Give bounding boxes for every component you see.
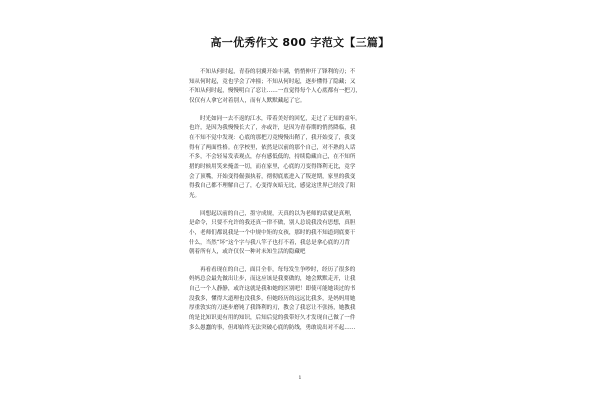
paragraph-line: 措的时候用笑来掩盖一切，而在家里，心底的刀变得锋利无比，竟学: [189, 163, 356, 170]
page-number: 1: [298, 375, 302, 381]
paragraph-line: 不多，不会轻易发表观点，存有感低低的，持续隐藏自己，在不知所: [189, 154, 356, 161]
paragraph-line: 朝着所有人，或许仅仅一种对未知生活的隐藏吧: [189, 249, 306, 256]
paragraph-line: 自己一个人静静，或许这就是我和她的区别吧！即使可能她读过的书: [189, 286, 356, 293]
paragraph-line: 不知从何时起，慢慢明白了忍让……一直觉得每个人心底都有一把刀，: [189, 88, 361, 95]
paragraph-line: 是命令，只要不允许的我还真一律不做，别人总说我没有思想，真胆: [189, 220, 356, 227]
paragraph-line: 小，老师们都说我是一个中规中矩的女孩，那时的我不知道到底要干: [189, 229, 356, 236]
paragraph-line: 什么，当然“坏”这个字与我八竿子也打不着，我总是拿心底的刀背: [189, 239, 350, 246]
paragraph-line: 在不知不觉中发现：心底的那把刀竟慢慢出鞘了，我开始变了，我变: [189, 134, 356, 141]
paragraph-line: 也许，是因为我慢慢长大了，亦或许，是因为青春期的悄然降临，我: [189, 125, 356, 132]
paragraph-2: [189, 115, 411, 202]
paragraph-line: 光。: [189, 192, 201, 199]
paragraph-line: 厚重敦实的刀逐步磨钝了我锋利的刃，教会了我忍让不张扬，她教我: [189, 305, 356, 312]
paragraph-line: 再看看现在的自己，面目全非，每每发生争吵时，经历了很多的: [200, 266, 356, 273]
paragraph-4: [189, 266, 411, 334]
paragraph-line: 仅仅有人拿它对着别人，而有人默默藏起了它。: [189, 97, 306, 104]
paragraph-line: 会了顶嘴，开始变得倔强执着，彻彻底底进入了叛逆期，家里的我变: [189, 173, 356, 180]
paragraph-line: 的是比知识更有用的知识，后知后觉的我带好久才发现自己做了一件: [189, 315, 356, 322]
paragraph-line: 不知从何时起，青春的羽翼开始丰满，悄悄伸开了锋利的刃；不: [200, 69, 356, 75]
paragraph-line: 多么愚蠢的事，但却始终无法突破心底的防线，勇敢说出对不起……: [189, 324, 356, 331]
paragraph-line: 回想起以前的自己，墨守成规，天真的以为老师的话就是真理，: [200, 210, 356, 217]
document-title: 高一优秀作文 800 字范文【三篇】: [210, 36, 390, 49]
paragraph-1: [189, 68, 411, 107]
document-body: [189, 68, 411, 341]
paragraph-line: 没我多，懂得大道理也没我多，但她经历的远远比我多，是妈妈用她: [189, 295, 356, 302]
paragraph-line: 妈妈总会最先做出让步，而这应该是我要做的，她会默默走开，让我: [189, 276, 356, 283]
paragraph-line: 得有了两面性格。在学校里，依然是以前的那个自己，对不熟的人话: [189, 144, 356, 151]
paragraph-line: 时光如同一去不返的江水，带着美好的回忆，走过了无知的童年。: [200, 115, 361, 122]
paragraph-line: 得我自己都不理解自己了，心变得灰暗无比，感觉这世界已经没了阳: [189, 183, 356, 190]
paragraph-line: 知从何时起，竟也学会了冲撞；不知从何时起，逐步懂得了隐藏；又: [189, 78, 356, 85]
paragraph-3: [189, 210, 411, 258]
